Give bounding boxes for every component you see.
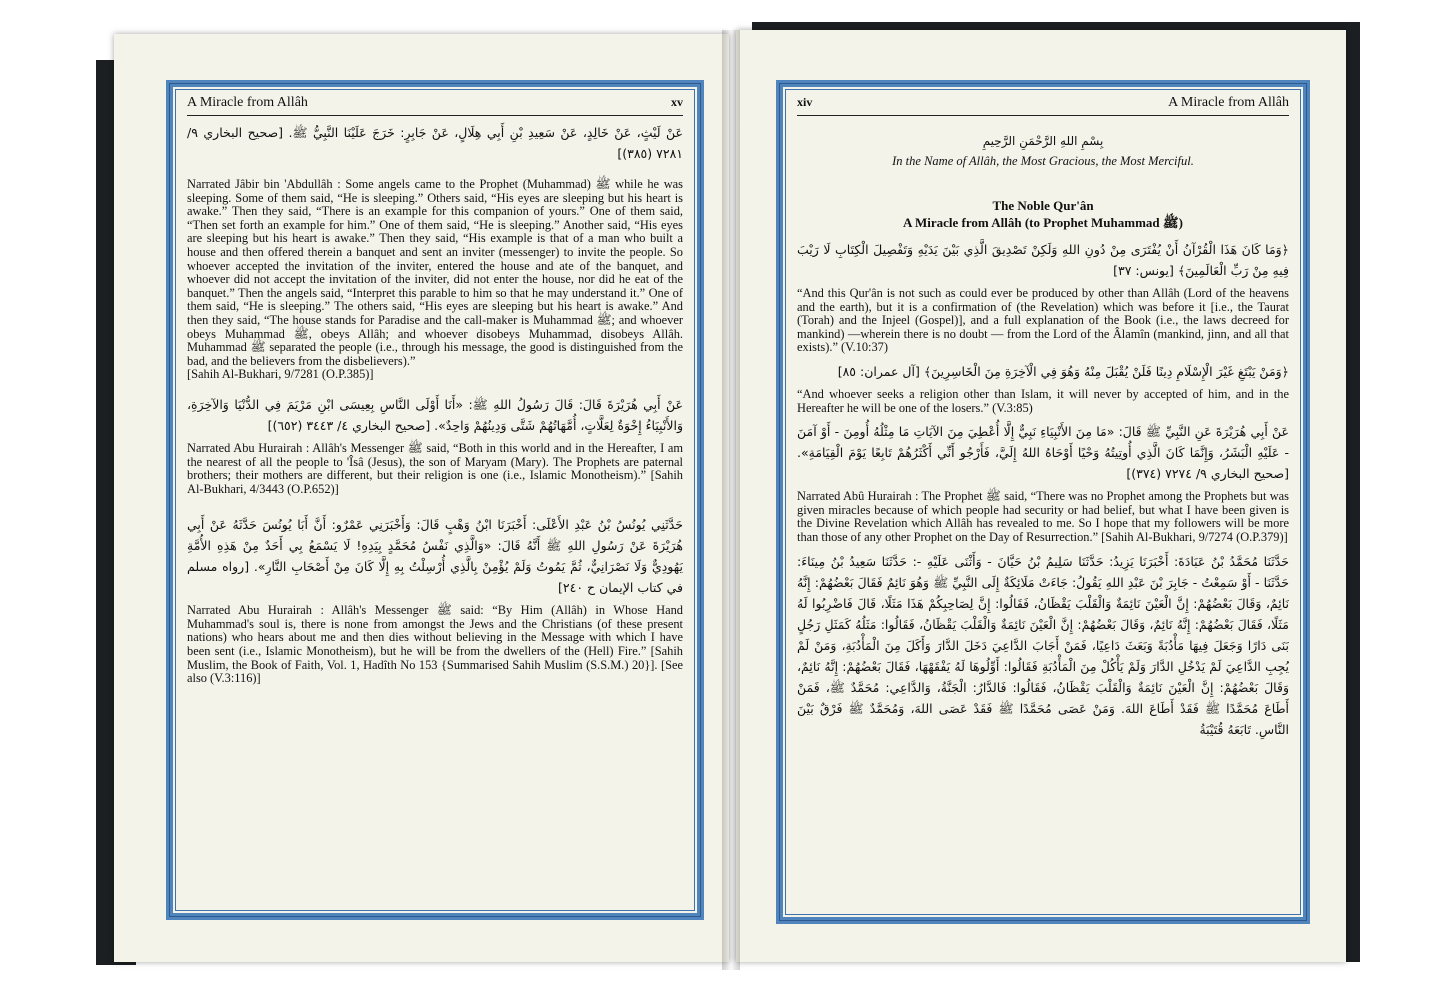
hadith-english-1: Narrated Jâbir bin 'Abdullâh : Some angels came to the Prophet (Muhammad) ﷺ while he was sleeping. Some of them said, “He is sleeping.” Others said, “His eyes are sleeping but his heart is awake.” Then they said, “There is an example for this companion of yours.” One of them said, “Then set forth an example for him.” One of them said, “He is sleeping.” Another said, “His eyes are sleeping but his heart is awake.” Then they said, “His example is that of a man who built a house and then offered therein a banquet and sent an inviter (messenger) to invite the people. So whoever accepted the invitation of the inviter, entered the house and ate of the banquet, and whoever did not accept the invitation of the inviter, did not enter the house, nor did he eat of the banquet.” Then the angels said, “Interpret this parable to him so that he may understand it.” One of them said, “He is sleeping.” The others said, “His eyes are sleeping but his heart is awake.” And then they said, “The house stands for Paradise and the call-maker is Muhammad ﷺ; and whoever obeys Muhammad ﷺ, obeys Allâh; and whoever disobeys Muhammad, disobeys Allâh. Muhammad ﷺ separated the people (i.e., through his message, the good is distinguished from the bad, and the believers from the disbelievers).” <box>187 177 683 368</box>
hadith-reference-1: [Sahih Al-Bukhari, 9/7281 (O.P.385)] <box>187 367 374 382</box>
right-page-border <box>776 80 1310 924</box>
hadith-arabic-3: حَدَّثَنِي يُونُسُ بْنُ عَبْدِ الأَعْلَى: أَخْبَرَنَا ابْنُ وَهْبٍ قَالَ: وَأَخْبَرَنِي عَمْرٌو: أَنَّ أَبَا يُونُسَ حَدَّثَهُ عَنْ أَبِي هُرَيْرَةَ عَنْ رَسُولِ اللهِ ﷺ أَنَّهُ قَالَ: «وَالَّذِي نَفْسُ مُحَمَّدٍ بِيَدِهِ! لَا يَسْمَعُ بِي أَحَدٌ مِنْ هَذِهِ الأُمَّةِ يَهُودِيٌّ وَلَا نَصْرَانِيٌّ، ثُمَّ يَمُوتُ وَلَمْ يُؤْمِنْ بِالَّذِي أُرْسِلْتُ بِهِ إِلَّا كَانَ مِنْ أَصْحَابِ النَّارِ». [رواه مسلم في كتاب الإيمان ح ٢٤٠] <box>187 517 683 596</box>
hadith-english-1: Narrated Abû Hurairah : The Prophet ﷺ said, “There was no Prophet among the Prophets but was given miracles because of which people had security or had belief, but what I have been given is the Divine Revelation which Allâh has revealed to me. So I hope that my followers will be more than those of any other Prophet on the Day of Resurrection.” [Sahih Al-Bukhari, 9/7274 (O.P.379)] <box>797 489 1289 544</box>
page-number: xiv <box>797 95 813 109</box>
right-page <box>736 30 1346 962</box>
left-page-content <box>187 95 683 905</box>
verse-arabic-2: ﴿وَمَنْ يَبْتَغِ غَيْرَ الْإِسْلَامِ دِينًا فَلَنْ يُقْبَلَ مِنْهُ وَهُوَ فِي الْآخِرَةِ مِنَ الْخَاسِرِينَ﴾ [آل عمران: ٨٥] <box>837 363 1289 379</box>
hadith-english-2: Narrated Abu Hurairah : Allâh's Messenger ﷺ said, “Both in this world and in the Hereafter, I am the nearest of all the people to 'Îsâ (Jesus), the son of Maryam (Mary). The Prophets are paternal brothers; their mothers are different, but their religion is one (i.e., Islamic Monotheism).” [Sahih Al-Bukhari, 4/3443 (O.P.652)] <box>187 440 683 496</box>
verse-arabic-1: ﴿وَمَا كَانَ هَذَا الْقُرْآنُ أَنْ يُفْتَرَى مِنْ دُونِ اللهِ وَلَكِنْ تَصْدِيقَ الَّذِي بَيْنَ يَدَيْهِ وَتَفْصِيلَ الْكِتَابِ لَا رَيْبَ فِيهِ مِنْ رَبِّ الْعَالَمِينَ﴾ [يونس: ٣٧] <box>797 242 1289 278</box>
hadith-arabic-2: عَنْ أَبِي هُرَيْرَةَ قَالَ: قَالَ رَسُولُ اللهِ ﷺ: «أَنَا أَوْلَى النَّاسِ بِعِيسَى ابْنِ مَرْيَمَ فِي الدُّنْيَا وَالآخِرَةِ، وَالأَنْبِيَاءُ إِخْوَةٌ لِعَلَّاتٍ، أُمَّهَاتُهُمْ شَتَّى وَدِينُهُمْ وَاحِدٌ». [صحيح البخاري ٤/ ٣٤٤٣ (٦٥٢)] <box>187 396 683 433</box>
page-number: xv <box>671 95 683 109</box>
chapter-subtitle: A Miracle from Allâh (to Prophet Muhammad ﷺ) <box>903 215 1183 230</box>
hadith-arabic-1: عَنْ لَيْثٍ، عَنْ خَالِدٍ، عَنْ سَعِيدِ بْنِ أَبِي هِلَالٍ، عَنْ جَابِرٍ: خَرَجَ عَلَيْنَا النَّبِيُّ ﷺ. [صحيح البخاري ٩/ ٧٢٨١ (٣٨٥)] <box>187 125 683 161</box>
running-header <box>797 95 1289 116</box>
bismillah-arabic: بِسْمِ اللهِ الرَّحْمَنِ الرَّحِيمِ <box>982 134 1104 148</box>
bismillah-english: In the Name of Allâh, the Most Gracious, the Most Merciful. <box>892 154 1194 168</box>
right-page-content <box>797 95 1289 909</box>
chapter-title: The Noble Qur'ân <box>992 198 1094 213</box>
hadith-arabic-2: حَدَّثَنَا مُحَمَّدُ بْنُ عَبَادَةَ: أَخْبَرَنَا يَزِيدُ: حَدَّثَنَا سَلِيمُ بْنُ حَيَّانَ - وَأَثْنَى عَلَيْهِ -: حَدَّثَنَا سَعِيدُ بْنُ مِينَاءَ: حَدَّثَنَا - أَوْ سَمِعْتُ - جَابِرَ بْنَ عَبْدِ اللهِ يَقُولُ: جَاءَتْ مَلَائِكَةٌ إِلَى النَّبِيِّ ﷺ وَهُوَ نَائِمٌ فَقَالَ بَعْضُهُمْ: إِنَّهُ نَائِمٌ، وَقَالَ بَعْضُهُمْ: إِنَّ الْعَيْنَ نَائِمَةٌ وَالْقَلْبَ يَقْظَانُ، فَقَالُوا: إِنَّ لِصَاحِبِكُمْ هَذَا مَثَلًا، قَالَ فَاضْرِبُوا لَهُ مَثَلًا، فَقَالَ بَعْضُهُمْ: إِنَّهُ نَائِمٌ، وَقَالَ بَعْضُهُمْ: إِنَّ الْعَيْنَ نَائِمَةٌ وَالْقَلْبَ يَقْظَانُ، فَقَالُوا: مَثَلُهُ كَمَثَلِ رَجُلٍ بَنَى دَارًا وَجَعَلَ فِيهَا مَأْدُبَةً وَبَعَثَ دَاعِيًا، فَمَنْ أَجَابَ الدَّاعِيَ دَخَلَ الدَّارَ وَأَكَلَ مِنَ الْمَأْدُبَةِ، وَمَنْ لَمْ يُجِبِ الدَّاعِيَ لَمْ يَدْخُلِ الدَّارَ وَلَمْ يَأْكُلْ مِنَ الْمَأْدُبَةِ فَقَالُوا: أَوِّلُوهَا لَهُ يَفْقَهْهَا، فَقَالَ بَعْضُهُمْ: إِنَّهُ نَائِمٌ، وَقَالَ بَعْضُهُمْ: إِنَّ الْعَيْنَ نَائِمَةٌ وَالْقَلْبَ يَقْظَانُ، فَقَالُوا: فَالدَّارُ: الْجَنَّةُ، وَالدَّاعِي: مُحَمَّدٌ ﷺ، فَمَنْ أَطَاعَ مُحَمَّدًا ﷺ فَقَدْ أَطَاعَ اللهَ. وَمَنْ عَصَى مُحَمَّدًا ﷺ فَقَدْ عَصَى اللهَ، وَمُحَمَّدٌ ﷺ فَرْقٌ بَيْنَ النَّاسِ. تَابَعَهُ قُتَيْبَةُ <box>797 553 1289 737</box>
left-page-border <box>166 80 704 920</box>
running-title: A Miracle from Allâh <box>187 95 308 110</box>
running-title: A Miracle from Allâh <box>1168 95 1289 110</box>
hadith-english-3: Narrated Abu Hurairah : Allâh's Messenger ﷺ said: “By Him (Allâh) in Whose Hand Muhammad's soul is, there is none from amongst the Jews and the Christians (of these present nations) who hears about me and then dies without believing in the Message with which I have been sent (i.e., Islamic Monotheism), but he will be from the dwellers of the (Hell) Fire.” [Sahih Muslim, the Book of Faith, Vol. 1, Hadîth No 153 {Summarised Sahih Muslim (S.S.M.) 20}]. [See also (V.3:116)] <box>187 603 683 686</box>
running-header <box>187 95 683 116</box>
book-spine-shadow <box>722 30 740 970</box>
verse-english-1: “And this Qur'ân is not such as could ever be produced by other than Allâh (Lord of the heavens and the earth), but it is a confirmation of (the Revelation) which was before it [i.e., the Taurat (Torah) and the Injeel (Gospel)], and a full explanation of the Book (i.e., the laws decreed for mankind) —wherein there is no doubt — from the Lord of the Âlamîn (mankind, jinn, and all that exists).” (V.10:37) <box>797 286 1289 355</box>
left-page <box>114 34 729 962</box>
verse-english-2: “And whoever seeks a religion other than Islam, it will never by accepted of him, and in the Hereafter he will be one of the losers.” (V.3:85) <box>797 386 1289 415</box>
hadith-arabic-1: عَنْ أَبِي هُرَيْرَةَ عَنِ النَّبِيِّ ﷺ قَالَ: «مَا مِنَ الأَنْبِيَاءِ نَبِيٌّ إِلَّا أُعْطِيَ مِنَ الآيَاتِ مَا مِثْلُهُ أُومِنَ - أَوْ آمَنَ - عَلَيْهِ الْبَشَرُ، وَإِنَّمَا كَانَ الَّذِي أُوتِيتُهُ وَحْيًا أَوْحَاهُ اللهُ إِلَيَّ، فَأَرْجُو أَنِّي أَكْثَرُهُمْ تَابِعًا يَوْمَ الْقِيَامَةِ». [صحيح البخاري ٩/ ٧٢٧٤ (٣٧٤)] <box>797 424 1289 482</box>
